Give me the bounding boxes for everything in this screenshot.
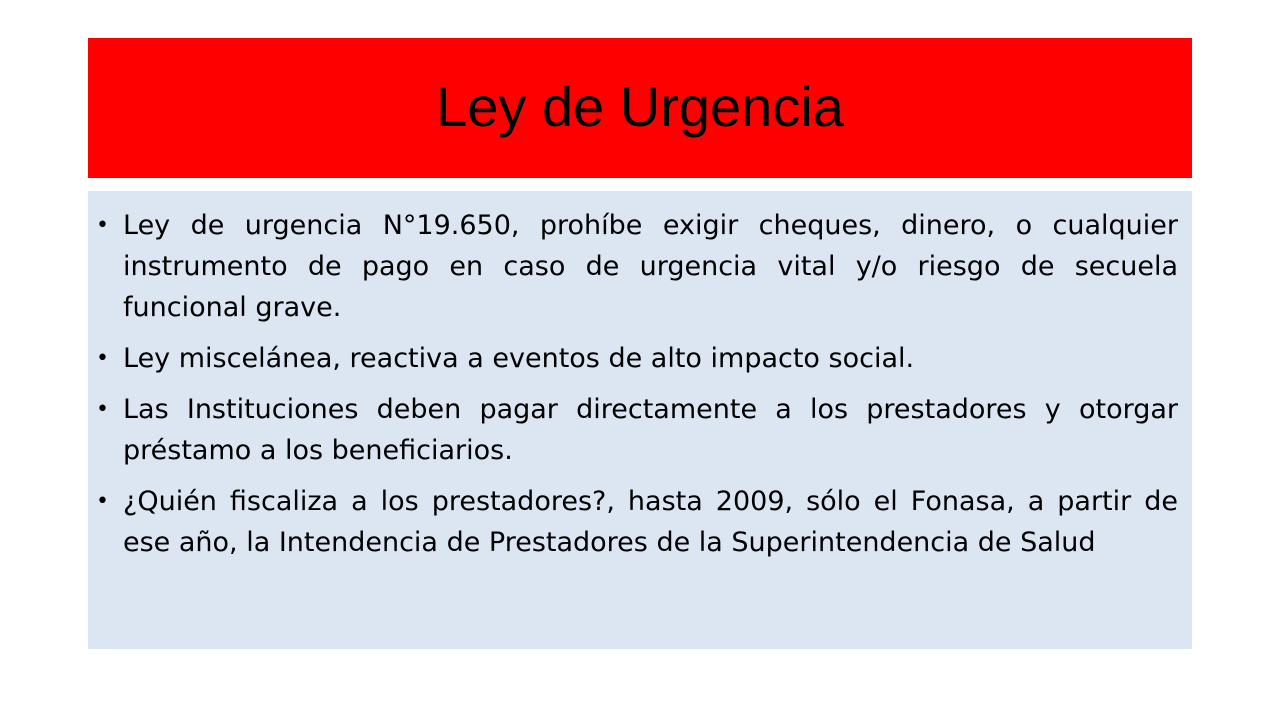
title-bar <box>88 38 1192 178</box>
bullet-icon: • <box>96 346 109 371</box>
bullet-text: Ley miscelánea, reactiva a eventos de alto impacto social. <box>123 343 915 374</box>
bullet-text: ¿Quién fiscaliza a los prestadores?, hasta 2009, sólo el Fonasa, a partir de ese año, la Intendencia de Prestadores de la Superintendencia de Salud <box>123 486 1178 558</box>
bullet-item <box>96 205 1178 328</box>
bullet-list <box>96 205 1178 563</box>
bullet-icon: • <box>96 213 109 238</box>
content-box <box>88 191 1192 649</box>
bullet-text: Ley de urgencia N°19.650, prohíbe exigir cheques, dinero, o cualquier instrumento de pago en caso de urgencia vital y/o riesgo de secuela funcional grave. <box>123 210 1178 323</box>
bullet-icon: • <box>96 489 109 514</box>
bullet-item <box>96 338 1178 379</box>
bullet-text: Las Instituciones deben pagar directamente a los prestadores y otorgar préstamo a los beneficiarios. <box>123 394 1178 466</box>
bullet-item <box>96 481 1178 563</box>
slide-title: Ley de Urgencia <box>436 75 844 138</box>
bullet-icon: • <box>96 397 109 422</box>
bullet-item <box>96 389 1178 471</box>
